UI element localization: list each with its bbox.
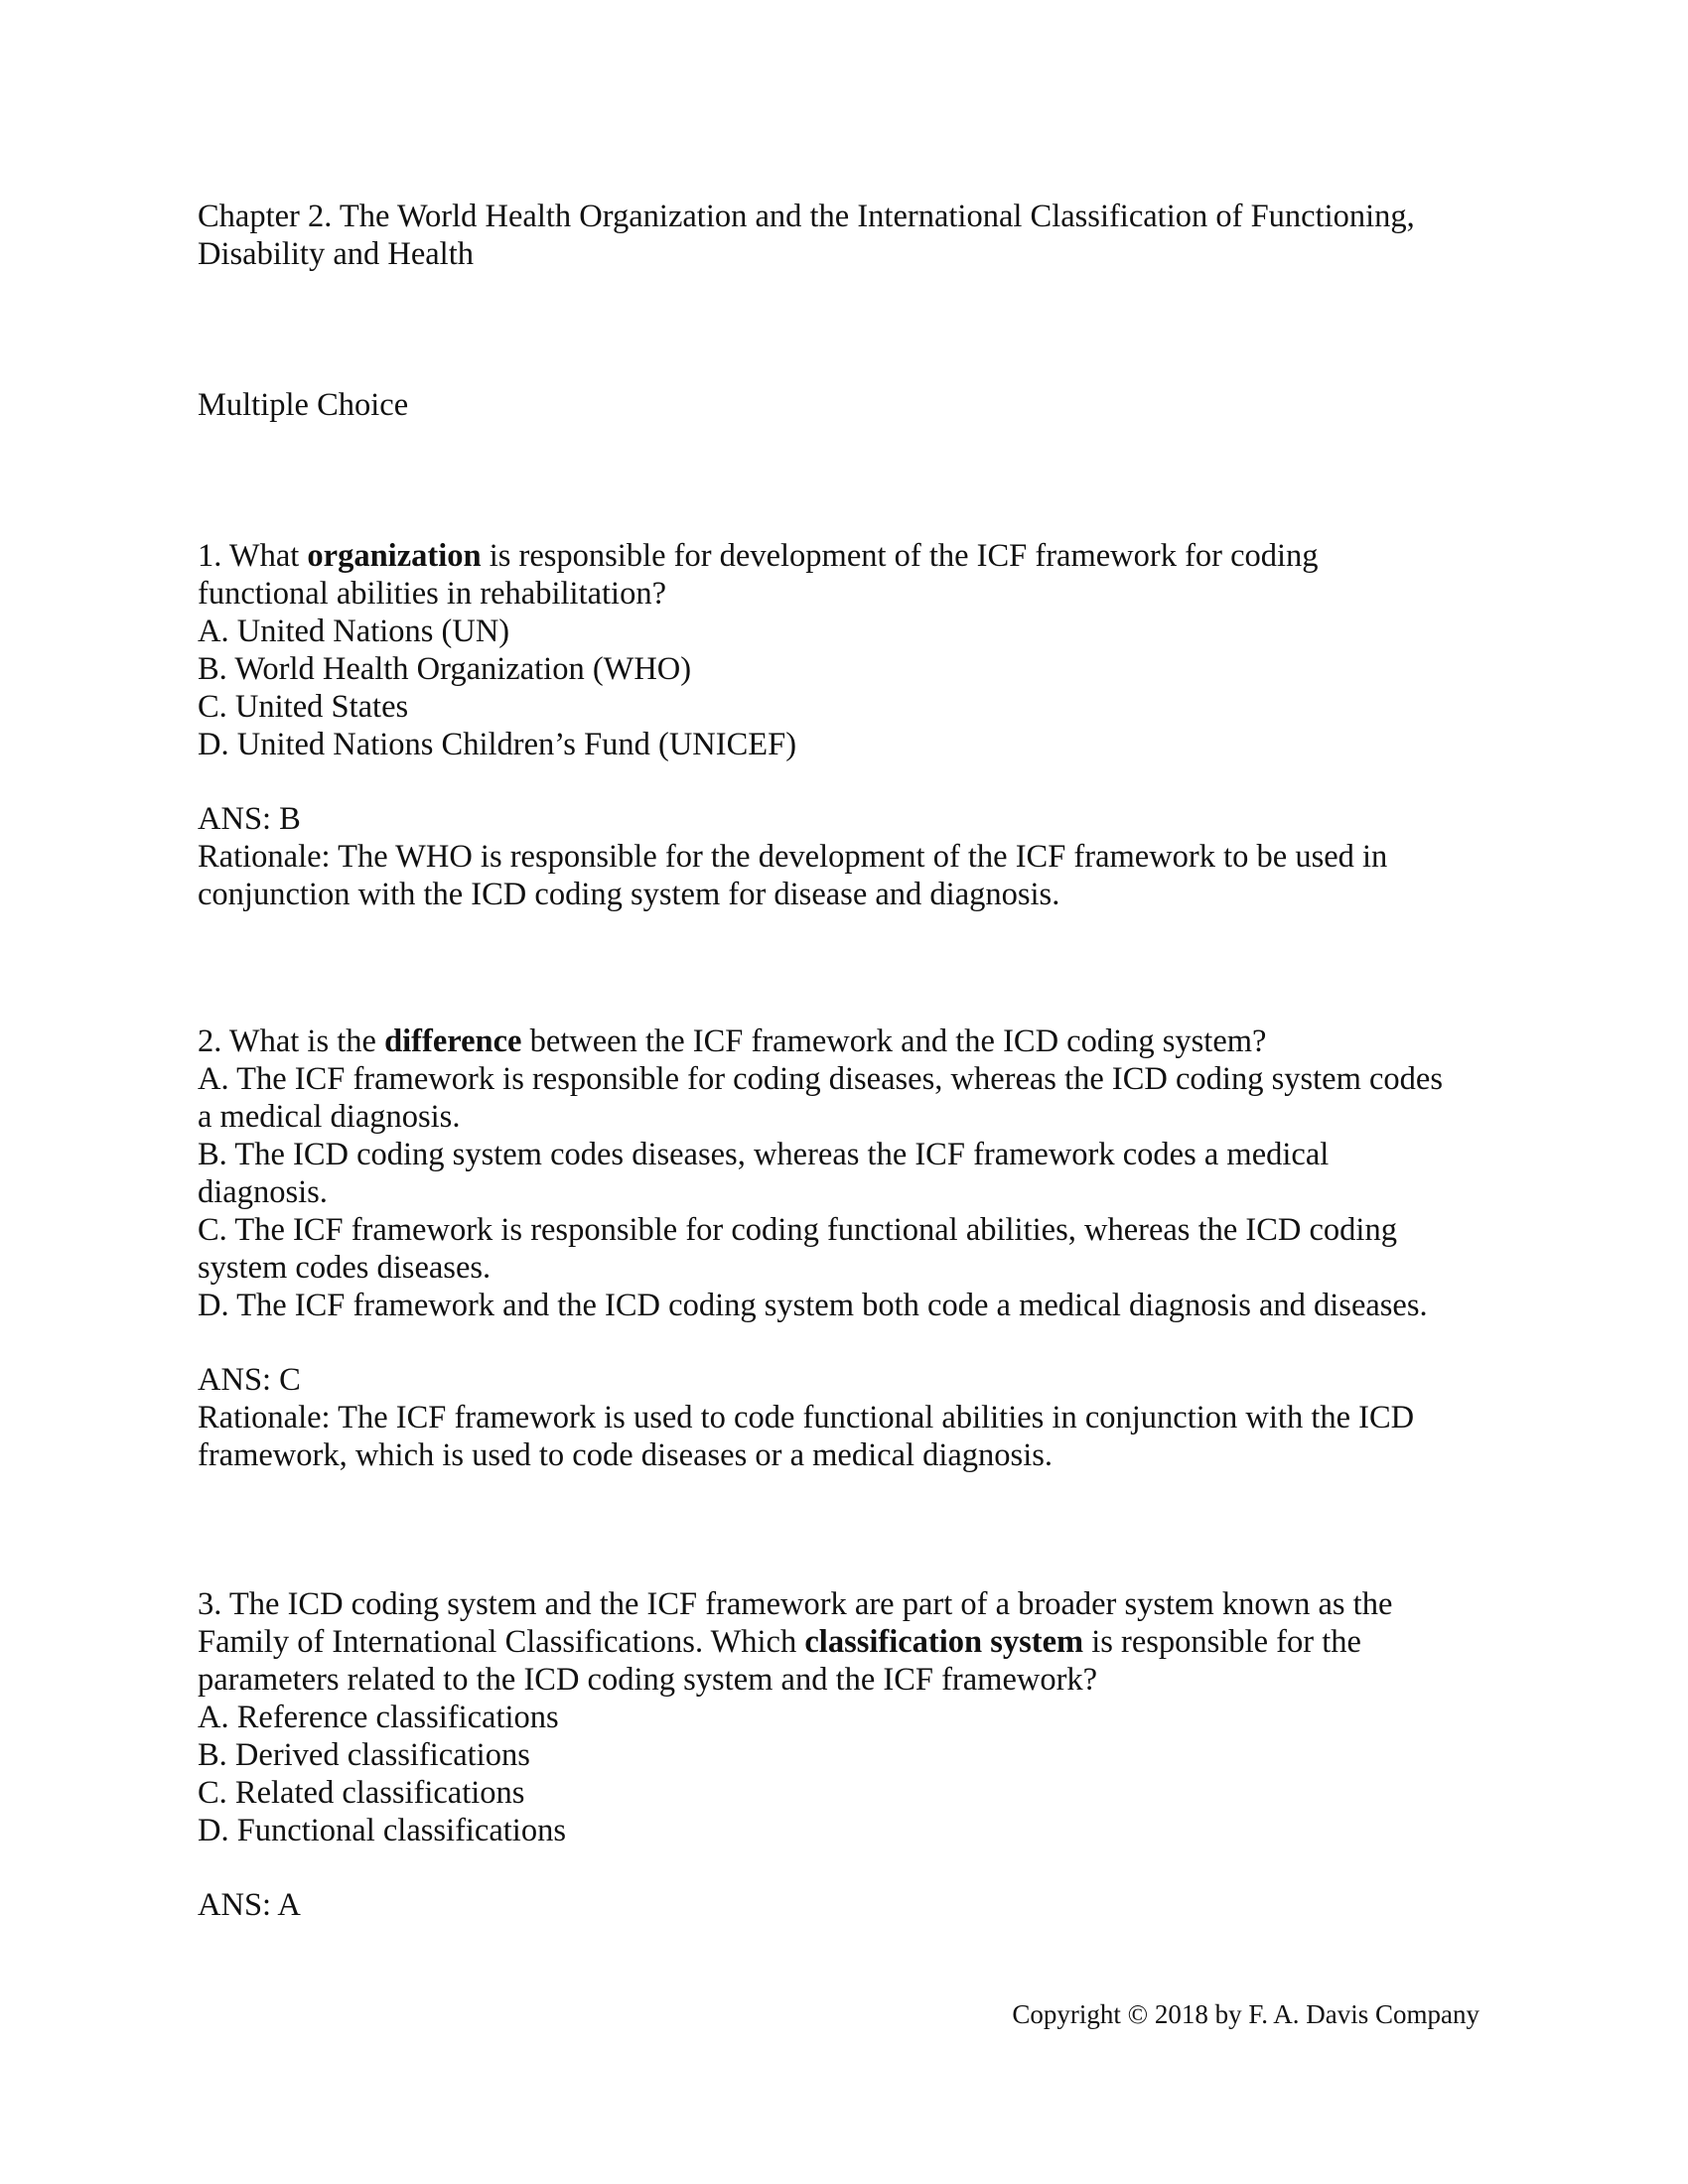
- option-b: diagnosis.: [198, 1174, 328, 1210]
- stem-text: 1. What: [198, 538, 308, 574]
- question-stem: [198, 1623, 1518, 1661]
- option-a: A. Reference classifications: [198, 1700, 559, 1735]
- question-3: [198, 1585, 1518, 1849]
- answer-key: ANS: C: [198, 1362, 301, 1398]
- answer-key: ANS: B: [198, 801, 301, 837]
- option-a: a medical diagnosis.: [198, 1099, 461, 1135]
- option-a: A. The ICF framework is responsible for coding diseases, whereas the ICD coding system codes: [198, 1061, 1443, 1097]
- question-stem: 3. The ICD coding system and the ICF framework are part of a broader system known as the: [198, 1586, 1393, 1622]
- question-2: [198, 1023, 1518, 1324]
- answer-key: ANS: A: [198, 1887, 301, 1923]
- option-b: B. The ICD coding system codes diseases, whereas the ICF framework codes a medical: [198, 1137, 1330, 1172]
- option-b: B. Derived classifications: [198, 1737, 530, 1773]
- stem-keyword: difference: [384, 1024, 522, 1059]
- stem-keyword: organization: [307, 538, 482, 574]
- option-c: C. Related classifications: [198, 1775, 525, 1811]
- option-a: A. United Nations (UN): [198, 614, 510, 649]
- chapter-title: [198, 198, 1518, 273]
- answer-1: [198, 800, 1518, 913]
- question-1: [198, 537, 1518, 763]
- question-stem: [198, 537, 1518, 575]
- option-c: C. United States: [198, 689, 409, 725]
- stem-text: is responsible for development of the ICF framework for coding: [481, 538, 1319, 574]
- stem-text: Family of International Classifications. Which: [198, 1624, 805, 1660]
- question-stem: parameters related to the ICD coding system and the ICF framework?: [198, 1662, 1098, 1698]
- stem-text: between the ICF framework and the ICD coding system?: [521, 1024, 1267, 1059]
- chapter-title-line: Chapter 2. The World Health Organization and the International Classification of Functioning,: [198, 199, 1415, 234]
- stem-text: 2. What is the: [198, 1024, 385, 1059]
- rationale: Rationale: The WHO is responsible for the development of the ICF framework to be used in: [198, 839, 1388, 875]
- chapter-title-line: Disability and Health: [198, 236, 474, 272]
- option-d: D. United Nations Children’s Fund (UNICEF): [198, 727, 797, 762]
- stem-text: is responsible for the: [1083, 1624, 1361, 1660]
- rationale: framework, which is used to code diseases or a medical diagnosis.: [198, 1437, 1054, 1473]
- question-stem: functional abilities in rehabilitation?: [198, 576, 667, 612]
- answer-3: [198, 1886, 1518, 1924]
- question-stem: [198, 1023, 1518, 1060]
- rationale: conjunction with the ICD coding system for disease and diagnosis.: [198, 877, 1060, 912]
- rationale: Rationale: The ICF framework is used to code functional abilities in conjunction with the ICD: [198, 1400, 1415, 1435]
- option-c: system codes diseases.: [198, 1250, 492, 1286]
- option-b: B. World Health Organization (WHO): [198, 651, 692, 687]
- copyright-footer: Copyright © 2018 by F. A. Davis Company: [1012, 1999, 1479, 2029]
- answer-2: [198, 1361, 1518, 1474]
- option-d: D. The ICF framework and the ICD coding system both code a medical diagnosis and diseases.: [198, 1288, 1428, 1323]
- option-d: D. Functional classifications: [198, 1813, 566, 1848]
- stem-keyword: classification system: [804, 1624, 1084, 1660]
- section-heading-text: Multiple Choice: [198, 387, 409, 423]
- section-heading: [198, 386, 1518, 424]
- option-c: C. The ICF framework is responsible for coding functional abilities, whereas the ICD coding: [198, 1212, 1397, 1248]
